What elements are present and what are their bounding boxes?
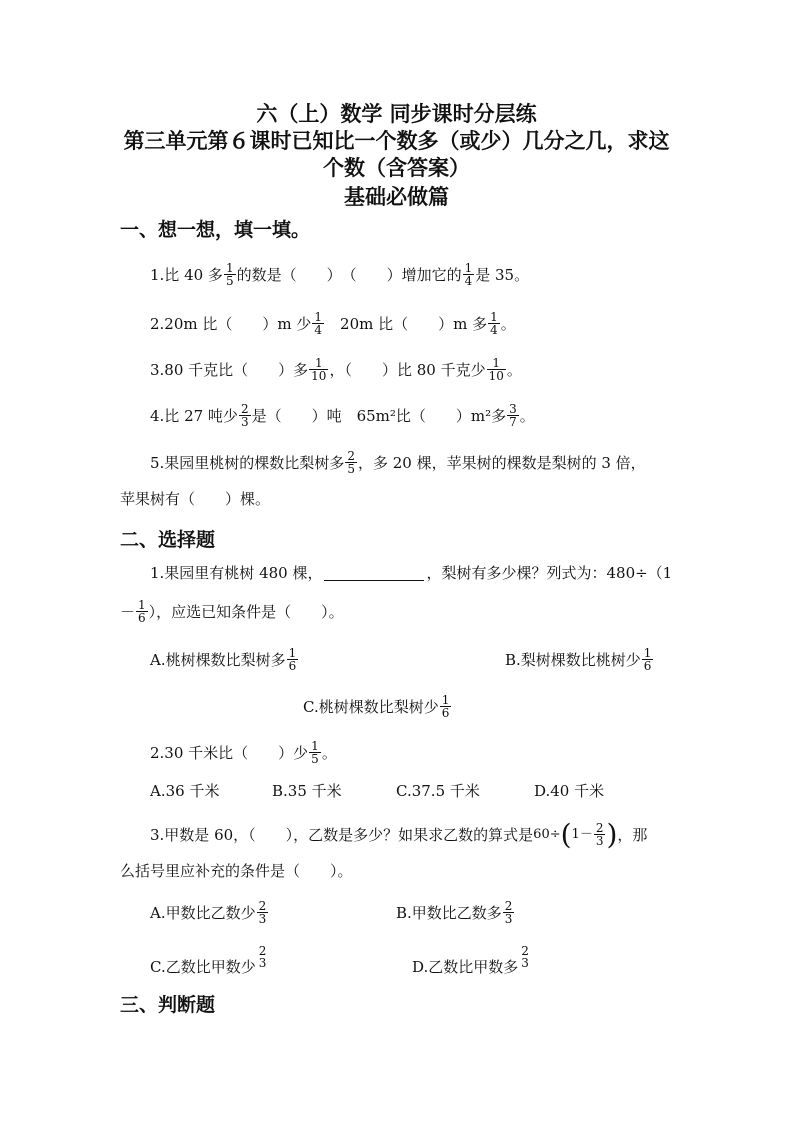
formula: 60÷ ( 1－ $\frac{2}{3}$ ) — [533, 817, 618, 851]
choice-question-1: 1.果园里有桃树 480 棵， ，梨树有多少棵？列式为：480÷（1 — [150, 564, 673, 582]
fraction: $\frac{1}{6}$ — [441, 693, 450, 720]
option-a[interactable]: A.甲数比乙数少 $\frac{2}{3}$ — [150, 899, 267, 926]
doc-subtitle: 第三单元第６课时已知比一个数多（或少）几分之几，求这 — [123, 129, 670, 153]
fill-question-5-cont: 苹果树有（ ）棵。 — [120, 490, 271, 508]
fraction: $\frac{2}{5}$ — [347, 449, 355, 476]
fraction: $\frac{1}{4}$ — [314, 310, 323, 337]
fill-question-5: 5.果园里桃树的棵数比梨树多 $\frac{2}{5}$ ，多 20 棵，苹果树的棵数是梨树的 3 倍， — [150, 449, 646, 476]
option-d[interactable]: D.40 千米 — [534, 782, 605, 800]
section-true-false: 三、判断题 — [120, 994, 216, 1016]
doc-title: 六（上）数学 同步课时分层练 — [256, 102, 537, 126]
fraction: $\frac{1}{4}$ — [490, 310, 498, 337]
fraction: $\frac{1}{10}$ — [488, 356, 504, 383]
fraction: $\frac{1}{6}$ — [138, 598, 146, 625]
fraction: $\frac{1}{6}$ — [643, 646, 652, 673]
fraction: $\frac{1}{5}$ — [311, 739, 319, 766]
fill-question-2: 2.20m 比（ ）m 少 $\frac{1}{4}$ 20m 比（ ）m 多 $\frac{1}{4}$ 。 — [150, 310, 516, 337]
fill-question-3: 3.80 千克比（ ）多 $\frac{1}{10}$ ，（ ）比 80 千克少 $\frac{1}{10}$ 。 — [150, 356, 522, 383]
section-heading-basic: 基础必做篇 — [344, 185, 449, 209]
choice-question-1-cont: － $\frac{1}{6}$ ），应选已知条件是（ ）。 — [120, 598, 344, 625]
option-c[interactable]: C.桃树棵数比梨树少 $\frac{1}{6}$ — [303, 693, 450, 720]
answer-blank[interactable] — [324, 566, 424, 581]
section-multiple-choice: 二、选择题 — [120, 529, 216, 551]
option-a[interactable]: A.桃树棵数比梨树多 $\frac{1}{6}$ — [150, 646, 297, 673]
option-c[interactable]: C.乙数比甲数少 2 3 — [150, 944, 267, 976]
fill-question-4: 4.比 27 吨少 $\frac{2}{3}$ 是（ ）吨 65m²比（ ）m²多 $\frac{3}{7}$ 。 — [150, 402, 535, 429]
option-b[interactable]: B.甲数比乙数多 $\frac{2}{3}$ — [396, 899, 513, 926]
option-b[interactable]: B.35 千米 — [272, 782, 342, 800]
fraction: $\frac{2}{3}$ — [258, 899, 267, 926]
fraction: $\frac{1}{4}$ — [464, 261, 473, 288]
doc-subtitle-cont: 个数（含答案） — [323, 156, 470, 180]
option-d[interactable]: D.乙数比甲数多 2 3 — [412, 944, 529, 976]
choice-question-2: 2.30 千米比（ ）少 $\frac{1}{5}$ 。 — [150, 739, 337, 766]
option-c[interactable]: C.37.5 千米 — [396, 782, 480, 800]
fraction: 2 3 — [258, 944, 267, 970]
choice-question-3-cont: 么括号里应补充的条件是（ ）。 — [120, 862, 353, 880]
choice-question-3: 3.甲数是 60，（ ），乙数是多少？如果求乙数的算式是 60÷ ( 1－ $\frac{2}{3}$ ) ，那 — [150, 817, 648, 851]
fraction: $\frac{1}{10}$ — [311, 356, 327, 383]
fraction: $\frac{2}{3}$ — [240, 402, 249, 429]
fraction: $\frac{3}{7}$ — [509, 402, 517, 429]
fraction: $\frac{1}{6}$ — [288, 646, 297, 673]
fraction: $\frac{1}{5}$ — [225, 261, 234, 288]
fill-question-1: 1.比 40 多 $\frac{1}{5}$ 的数是（ ） （ ）增加它的 $\frac{1}{4}$ 是 35。 — [150, 261, 530, 288]
fraction: $\frac{2}{3}$ — [595, 821, 604, 848]
section-fill-in: 一、想一想，填一填。 — [120, 219, 311, 241]
fraction: 2 3 — [521, 944, 529, 970]
option-a[interactable]: A.36 千米 — [150, 782, 220, 800]
fraction: $\frac{2}{3}$ — [504, 899, 513, 926]
option-b[interactable]: B.梨树棵数比桃树少 $\frac{1}{6}$ — [505, 646, 652, 673]
